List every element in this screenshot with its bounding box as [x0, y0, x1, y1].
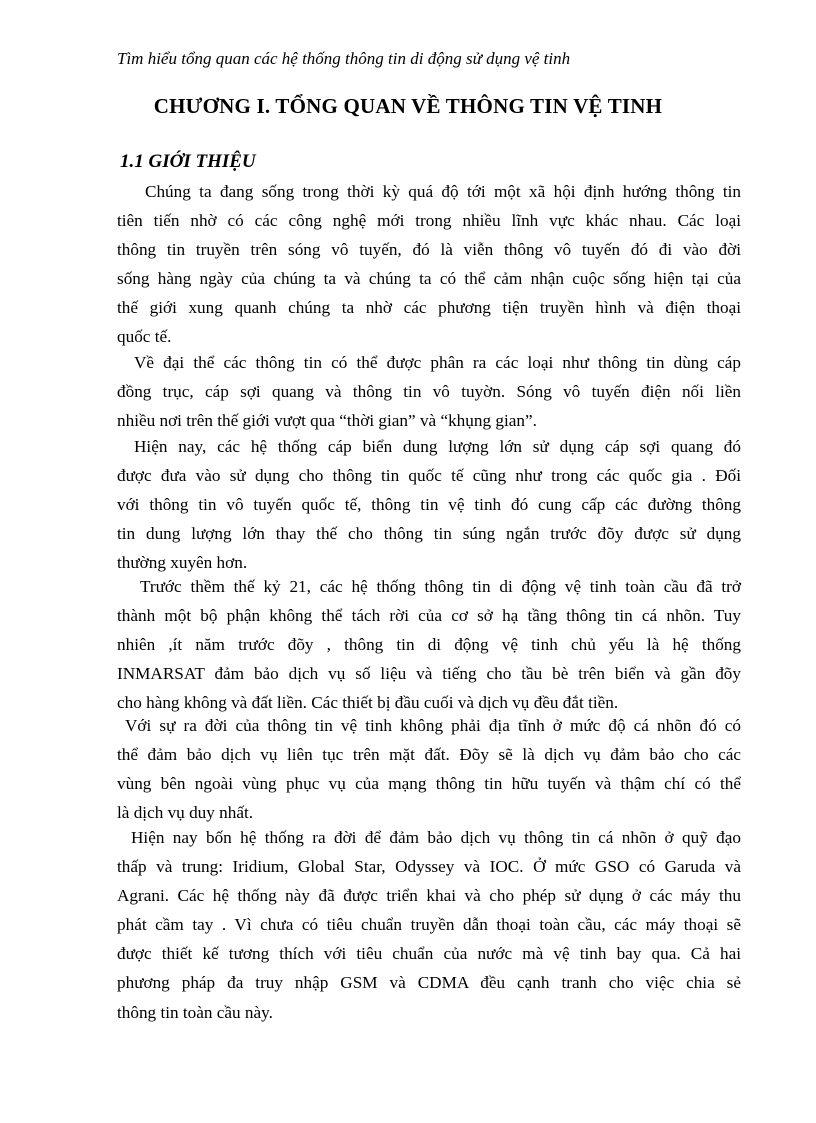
- paragraph-line: tiên tiến nhờ có các công nghệ mới trong nhiều lĩnh vực khác nhau. Các loại: [117, 211, 741, 231]
- paragraph-line: Hiện nay, các hệ thống cáp biển dung lượng lớn sử dụng cáp sợi quang đó: [134, 437, 741, 456]
- paragraph-line: thể đảm bảo dịch vụ liên tục trên mặt đất. Đõy sẽ là dịch vụ đảm bảo cho các: [117, 745, 741, 765]
- paragraph-line: thông tin toàn cầu này.: [117, 1002, 273, 1022]
- running-header: Tìm hiểu tổng quan các hệ thống thông tin di động sử dụng vệ tinh: [117, 49, 571, 68]
- paragraph-line: với thông tin vô tuyến quốc tế, thông tin vệ tinh đó cung cấp các đường thông: [117, 495, 741, 515]
- chapter-title: CHƯƠNG I. TỔNG QUAN VỀ THÔNG TIN VỆ TINH: [153, 94, 663, 118]
- paragraph-21st-century: [117, 572, 741, 717]
- paragraph-submarine-cables: [117, 432, 741, 577]
- paragraph-line: phát cầm tay . Vì chưa có tiêu chuẩn truyền dẫn thoại toàn cầu, các máy thoại sẽ: [117, 915, 741, 935]
- paragraph-line: là dịch vụ duy nhất.: [117, 803, 254, 823]
- paragraph-line: nhiều nơi trên thế giới vượt qua “thời gian” và “khụng gian”.: [117, 411, 537, 431]
- paragraph-line: Chúng ta đang sống trong thời kỳ quá độ tới một xã hội định hướng thông tin: [145, 182, 741, 201]
- paragraph-line: tin dung lượng lớn thay thế cho thông tin súng ngắn trước đõy được sử dụng: [117, 524, 741, 544]
- paragraph-intro: [117, 177, 741, 352]
- paragraph-line: INMARSAT đảm bảo dịch vụ số liệu và tiếng cho tầu bè trên biển và gần đõy: [117, 664, 741, 684]
- paragraph-line: thường xuyên hơn.: [117, 553, 248, 573]
- paragraph-line: cho hàng không và đất liền. Các thiết bị đầu cuối và dịch vụ đều đắt tiền.: [117, 693, 619, 713]
- paragraph-line: được thiết kế tương thích với tiêu chuẩn của nước mà vệ tinh bay qua. Cả hai: [117, 944, 741, 964]
- paragraph-line: thế giới xung quanh chúng ta nhờ các phương tiện truyền hình và điện thoại: [117, 298, 741, 318]
- paragraph-line: vùng bên ngoài vùng phục vụ của mạng thông tin hữu tuyến và thậm chí có thể: [117, 774, 741, 794]
- paragraph-categories: [117, 348, 741, 435]
- paragraph-line: Trước thềm thế kỷ 21, các hệ thống thông tin di động vệ tinh toàn cầu đã trở: [140, 577, 741, 596]
- paragraph-line: thấp và trung: Iridium, Global Star, Odyssey và IOC. Ở mức GSO có Garuda và: [117, 857, 741, 877]
- paragraph-four-systems: [117, 823, 741, 1027]
- paragraph-line: Với sự ra đời của thông tin vệ tinh không phải địa tĩnh ở mức độ cá nhõn đó có: [125, 716, 741, 735]
- section-heading: 1.1 GIỚI THIỆU: [120, 151, 256, 172]
- paragraph-line: Về đại thể các thông tin có thể được phân ra các loại như thông tin dùng cáp: [134, 353, 741, 372]
- paragraph-line: được đưa vào sử dụng cho thông tin quốc tế cũng như trong các quốc gia . Đối: [117, 466, 741, 486]
- paragraph-line: thông tin truyền trên sóng vô tuyến, đó là viễn thông vô tuyến đó đi vào đời: [117, 240, 741, 260]
- paragraph-line: phương pháp đa truy nhập GSM và CDMA đều cạnh tranh cho việc chia sẻ: [117, 973, 741, 993]
- paragraph-line: Agrani. Các hệ thống này đã được triển khai và cho phép sử dụng ở các máy thu: [117, 886, 741, 906]
- paragraph-line: Hiện nay bốn hệ thống ra đời để đảm bảo dịch vụ thông tin cá nhõn ở quỹ đạo: [131, 828, 741, 847]
- paragraph-line: thành một bộ phận không thể tách rời của cơ sở hạ tầng thông tin cá nhõn. Tuy: [117, 606, 741, 626]
- paragraph-line: nhiên ,ít năm trước đõy , thông tin di động vệ tinh chủ yếu là hệ thống: [117, 635, 741, 655]
- paragraph-line: sống hàng ngày của chúng ta và chúng ta có thể cảm nhận cuộc sống hiện tại của: [117, 269, 741, 289]
- paragraph-line: đồng trục, cáp sợi quang và thông tin vô tuyờn. Sóng vô tuyến điện nối liền: [117, 382, 741, 402]
- paragraph-non-geostationary: [117, 711, 741, 827]
- paragraph-line: quốc tế.: [117, 327, 172, 347]
